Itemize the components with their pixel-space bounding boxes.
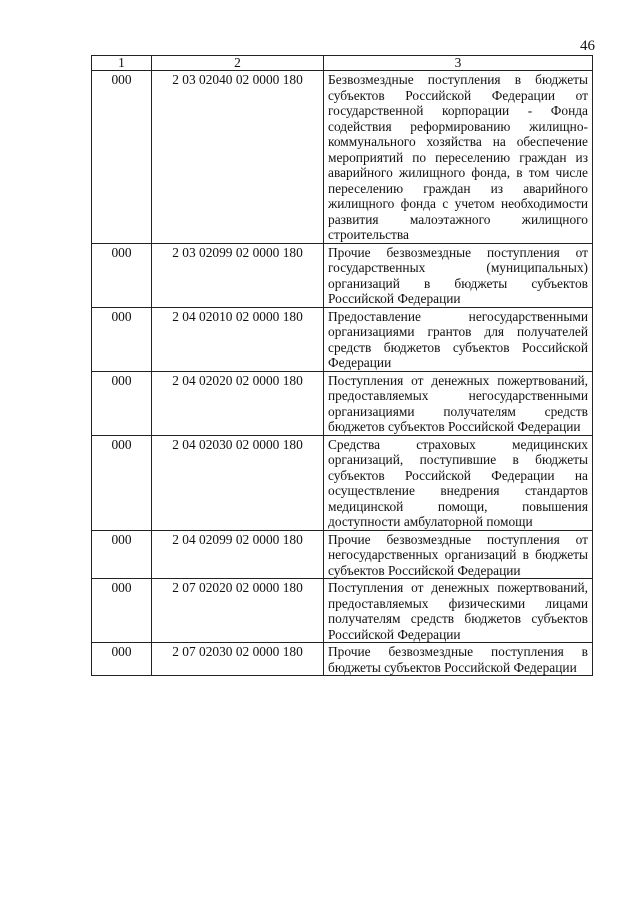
kbk-code-cell: 2 04 02010 02 0000 180 — [152, 307, 324, 371]
admin-code-cell: 000 — [92, 71, 152, 244]
column-header-3: 3 — [324, 56, 593, 71]
column-header-2: 2 — [152, 56, 324, 71]
admin-code-cell: 000 — [92, 243, 152, 307]
admin-code-cell: 000 — [92, 435, 152, 530]
kbk-code-cell: 2 03 02099 02 0000 180 — [152, 243, 324, 307]
table-header-row — [92, 56, 593, 71]
kbk-code-cell: 2 07 02030 02 0000 180 — [152, 643, 324, 676]
income-name-cell: Прочие безвозмездные поступления от негосударственных организаций в бюджеты субъектов Российской Федерации — [324, 530, 593, 579]
table-row — [92, 371, 593, 435]
income-name-cell: Прочие безвозмездные поступления от государственных (муниципальных) организаций в бюджеты субъектов Российской Федерации — [324, 243, 593, 307]
income-name-cell: Поступления от денежных пожертвований, предоставляемых физическими лицами получателям средств бюджетов субъектов Российской Федерации — [324, 579, 593, 643]
table-row — [92, 435, 593, 530]
kbk-code-cell: 2 03 02040 02 0000 180 — [152, 71, 324, 244]
admin-code-cell: 000 — [92, 307, 152, 371]
income-name-cell: Прочие безвозмездные поступления в бюджеты субъектов Российской Федерации — [324, 643, 593, 676]
budget-classification-table — [91, 55, 593, 676]
kbk-code-cell: 2 04 02020 02 0000 180 — [152, 371, 324, 435]
admin-code-cell: 000 — [92, 371, 152, 435]
table-row — [92, 643, 593, 676]
admin-code-cell: 000 — [92, 530, 152, 579]
table-row — [92, 243, 593, 307]
table-row — [92, 530, 593, 579]
page-number: 46 — [580, 38, 595, 54]
income-name-cell: Безвозмездные поступления в бюджеты субъектов Российской Федерации от государственной корпорации - Фонда содействия реформированию жилищно-коммунального хозяйства на обеспечение мероприятий по переселению граждан из аварийного жилищного фонда, в том числе переселению граждан из аварийного жилищного фонда с учетом необходимости развития малоэтажного жилищного строительства — [324, 71, 593, 244]
kbk-code-cell: 2 04 02030 02 0000 180 — [152, 435, 324, 530]
column-header-1: 1 — [92, 56, 152, 71]
admin-code-cell: 000 — [92, 579, 152, 643]
table-row — [92, 579, 593, 643]
kbk-code-cell: 2 07 02020 02 0000 180 — [152, 579, 324, 643]
kbk-code-cell: 2 04 02099 02 0000 180 — [152, 530, 324, 579]
admin-code-cell: 000 — [92, 643, 152, 676]
income-name-cell: Поступления от денежных пожертвований, предоставляемых негосударственными организациями получателям средств бюджетов субъектов Российской Федерации — [324, 371, 593, 435]
income-name-cell: Средства страховых медицинских организаций, поступившие в бюджеты субъектов Российской Федерации на осуществление внедрения стандартов медицинской помощи, повышения доступности амбулаторной помощи — [324, 435, 593, 530]
table-row — [92, 71, 593, 244]
table-row — [92, 307, 593, 371]
income-name-cell: Предоставление негосударственными организациями грантов для получателей средств бюджетов субъектов Российской Федерации — [324, 307, 593, 371]
